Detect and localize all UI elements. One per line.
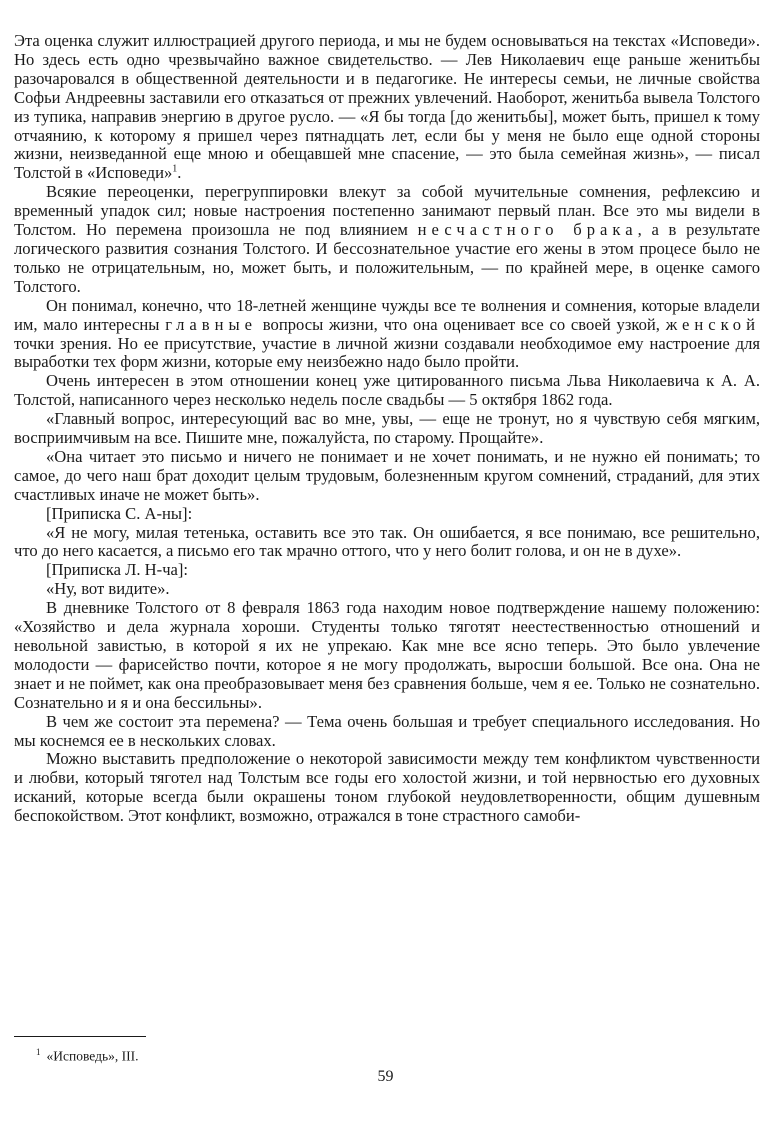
postscript-label: [Приписка С. А-ны]:: [46, 503, 193, 523]
spaced-emphasis: главные: [165, 314, 258, 334]
page-body: [14, 32, 760, 826]
paragraph-11: В дневнике Толстого от 8 февраля 1863 года находим новое подтверждение нашему положению: «Хозяйство и дела журнала хороши. Студенты только тяготят неестественностью отношений и невольной завистью, в которой я их не упрекаю. Как мне все ясно теперь. Это было увлечение молодости — фарисейство почти, которое я не могу продолжать, выросши большой. Все она. Она не знает и не поймет, как она преобразовывает меня без сравнения больше, чем я ее. Только не сознательно. Сознательно и я и она бессильны».: [14, 598, 760, 712]
paragraph-12: В чем же состоит эта перемена? — Тема очень большая и требует специального исследования. Но мы коснемся ее в нескольких словах.: [14, 711, 760, 750]
paragraph-3: Он понимал, конечно, что 18-летней женщине чужды все те волнения и сомнения, которые владели им, мало интересны главные вопросы жизни, что она оценивает все со своей узкой, женской точки зрения. Но ее присутствие, участие в личной жизни создавали необходимое ему настроение для выработки тех форм жизни, которые ему неизбежно надо было пройти.: [14, 295, 760, 372]
quote-paragraph: «Она читает это письмо и ничего не понимает и не хочет понимать, и не нужно ей понимать; то самое, до чего наш брат доходит целым трудовым, болезненным кругом сомнений, страданий, для этих счастливых иначе не может быть».: [14, 446, 760, 504]
footnote-mark: 1: [36, 1047, 41, 1057]
postscript-label: [Приписка Л. Н-ча]:: [46, 560, 189, 580]
quote-paragraph: «Ну, вот видите».: [46, 579, 170, 599]
paragraph-1: Эта оценка служит иллюстрацией другого периода, и мы не будем основываться на текстах «Исповеди». Но здесь есть одно чрезвычайно важное свидетельство. — Лев Николаевич еще раньше женитьбы разочаровался в общественной деятельности и в педагогике. Не интересы семьи, не личные свойства Софьи Андреевны заставили его отказаться от прежних увлечений. Наоборот, женитьба вывела Толстого из тупика, направив энергию в другое русло. — «Я бы тогда [до женитьбы], может быть, пришел к тому отчаянию, к которому я пришел через пятнадцать лет, если бы у меня не было еще одной стороны жизни, неизведанной еще мною и обещавшей мне спасение, — это была семейная жизнь», — писал Толстой в «Исповеди»$^1$.: [14, 31, 760, 183]
footnote: [36, 1044, 138, 1065]
paragraph-2: Всякие переоценки, перегруппировки влекут за собой мучительные сомнения, рефлексию и временный упадок сил; новые настроения постепенно занимают первый план. Все это мы видели в Толстом. Но перемена произошла не под влиянием несчастного брака, а в результате логического развития сознания Толстого. И бессознательное участие его жены в этом процесе было не только не отрицательным, но, может быть, и положительным, — по крайней мере, в оценке самого Толстого.: [14, 182, 760, 296]
quote-paragraph: «Главный вопрос, интересующий вас во мне, увы, — еще не тронут, но я чувствую себя мягким, восприимчивым на все. Пишите мне, пожалуйста, по старому. Прощайте».: [14, 409, 760, 448]
quote-paragraph: «Я не могу, милая тетенька, оставить все это так. Он ошибается, я все понимаю, все решительно, что до него касается, а письмо его так мрачно оттого, что у него болит голова, и он не в духе».: [14, 522, 760, 561]
page-number: 59: [377, 1068, 394, 1085]
spaced-emphasis: несчастного брака: [417, 220, 638, 240]
paragraph-13: Можно выставить предположение о некоторой зависимости между тем конфликтом чувственности и любви, который тяготел над Толстым все годы его холостой жизни, и той нервностью его духовных исканий, которые всегда были окрашены тоном глубокой неудовлетворенности, общим душевным беспокойством. Этот конфликт, возможно, отражался в тоне страстного самоби-: [14, 749, 760, 826]
paragraph-4: Очень интересен в этом отношении конец уже цитированного письма Льва Николаевича к А. А. Толстой, написанного через несколько недель после свадьбы — 5 октября 1862 года.: [14, 371, 760, 410]
footnote-text: «Исповедь», III.: [46, 1048, 139, 1064]
footnote-ref: 1: [172, 163, 178, 175]
spaced-emphasis: женской: [665, 314, 760, 334]
footnote-divider: [14, 1036, 146, 1037]
